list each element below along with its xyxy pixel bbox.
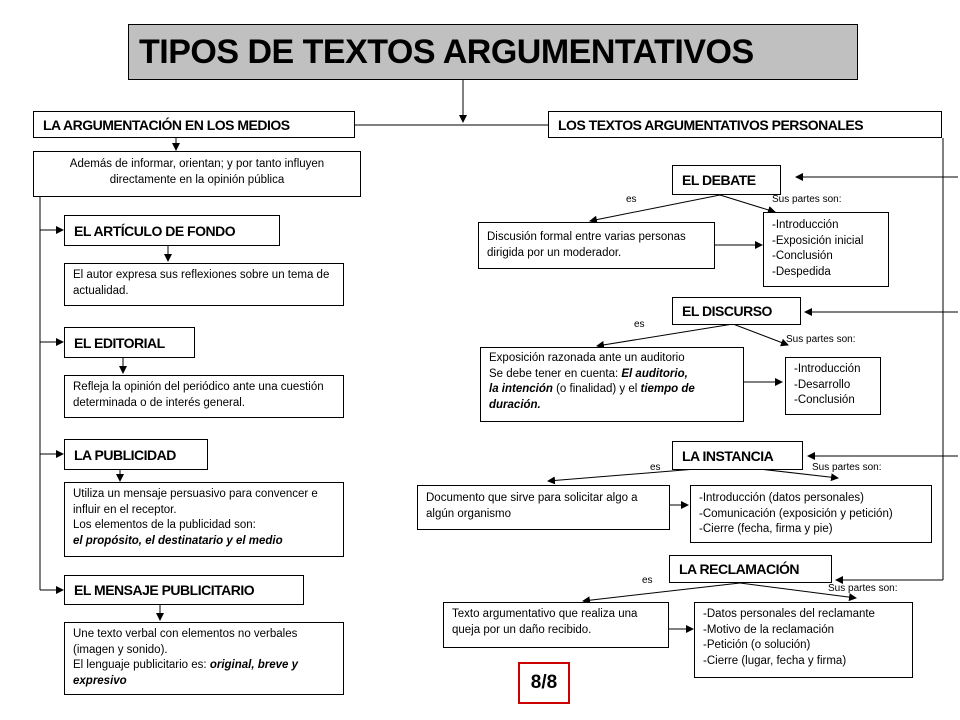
articulo-de-fondo-text: El autor expresa sus reflexiones sobre un tema de actualidad. — [64, 263, 344, 306]
reclamacion-parts-label: Sus partes son: — [828, 583, 898, 594]
articulo-de-fondo-header: EL ARTÍCULO DE FONDO — [64, 215, 280, 246]
publicidad-elements: el propósito, el destinatario y el medio — [73, 534, 283, 547]
reclamacion-part-2: -Motivo de la reclamación — [703, 623, 835, 636]
debate-definition: Discusión formal entre varias personas dirigida por un moderador. — [478, 222, 715, 269]
publicidad-line-2: Los elementos de la publicidad son: — [73, 519, 256, 531]
discurso-emph-2: la intención — [489, 383, 553, 395]
discurso-mid: (o finalidad) y el — [552, 383, 641, 395]
personal-texts-header: LOS TEXTOS ARGUMENTATIVOS PERSONALES — [548, 111, 942, 138]
editorial-header: EL EDITORIAL — [64, 327, 195, 358]
debate-part-2: -Exposición inicial — [772, 234, 864, 247]
mensaje-line-2: El lenguaje publicitario es: — [73, 659, 210, 671]
discurso-part-2: -Desarrollo — [794, 378, 851, 391]
debate-part-4: -Despedida — [772, 265, 831, 278]
reclamacion-part-3: -Petición (o solución) — [703, 639, 811, 651]
debate-parts — [763, 212, 889, 287]
instancia-part-3: -Cierre (fecha, firma y pie) — [699, 523, 833, 535]
main-title: TIPOS DE TEXTOS ARGUMENTATIVOS — [128, 24, 858, 80]
instancia-parts — [690, 485, 932, 543]
reclamacion-part-1: -Datos personales del reclamante — [703, 608, 875, 620]
debate-part-1: -Introducción — [772, 219, 839, 231]
debate-es-label: es — [626, 194, 637, 205]
mensaje-language-traits: original, breve y expresivo — [73, 659, 299, 687]
publicidad-line-1: Utiliza un mensaje persuasivo para convencer e influir en el receptor. — [73, 488, 318, 516]
reclamacion-definition: Texto argumentativo que realiza una queja por un daño recibido. — [443, 602, 669, 648]
reclamacion-es-label: es — [642, 575, 653, 586]
media-intro-box: Además de informar, orientan; y por tanto influyen directamente en la opinión pública — [33, 151, 361, 197]
discurso-emph-3b: duración. — [489, 398, 541, 411]
page-number: 8/8 — [518, 662, 570, 704]
discurso-es-label: es — [634, 319, 645, 330]
instancia-definition: Documento que sirve para solicitar algo a algún organismo — [417, 485, 670, 530]
instancia-part-1: -Introducción (datos personales) — [699, 492, 864, 504]
mensaje-line-1: Une texto verbal con elementos no verbales (imagen y sonido). — [73, 628, 298, 656]
mensaje-publicitario-header: EL MENSAJE PUBLICITARIO — [64, 575, 304, 605]
debate-header: EL DEBATE — [672, 165, 781, 195]
discurso-parts — [785, 357, 881, 415]
editorial-text: Refleja la opinión del periódico ante una cuestión determinada o de interés general. — [64, 375, 344, 418]
instancia-es-label: es — [650, 462, 661, 473]
mensaje-publicitario-text — [64, 622, 344, 695]
reclamacion-header: LA RECLAMACIÓN — [669, 555, 832, 583]
debate-part-3: -Conclusión — [772, 250, 833, 262]
discurso-line-1: Exposición razonada ante un auditorio — [489, 352, 685, 364]
publicidad-text — [64, 482, 344, 557]
reclamacion-part-4: -Cierre (lugar, fecha y firma) — [703, 654, 847, 667]
discurso-emph-3a: tiempo de — [640, 383, 695, 395]
discurso-part-1: -Introducción — [794, 363, 861, 375]
discurso-parts-label: Sus partes son: — [786, 334, 856, 345]
publicidad-header: LA PUBLICIDAD — [64, 439, 208, 470]
discurso-part-3: -Conclusión — [794, 394, 855, 406]
discurso-definition — [480, 347, 744, 422]
reclamacion-parts — [694, 602, 913, 678]
discurso-emph-1: El auditorio, — [621, 367, 688, 380]
instancia-header: LA INSTANCIA — [672, 441, 803, 470]
instancia-part-2: -Comunicación (exposición y petición) — [699, 507, 893, 520]
discurso-header: EL DISCURSO — [672, 297, 801, 325]
debate-parts-label: Sus partes son: — [772, 194, 842, 205]
instancia-parts-label: Sus partes son: — [812, 462, 882, 473]
media-argumentation-header: LA ARGUMENTACIÓN EN LOS MEDIOS — [33, 111, 355, 138]
discurso-line-2: Se debe tener en cuenta: — [489, 367, 622, 380]
